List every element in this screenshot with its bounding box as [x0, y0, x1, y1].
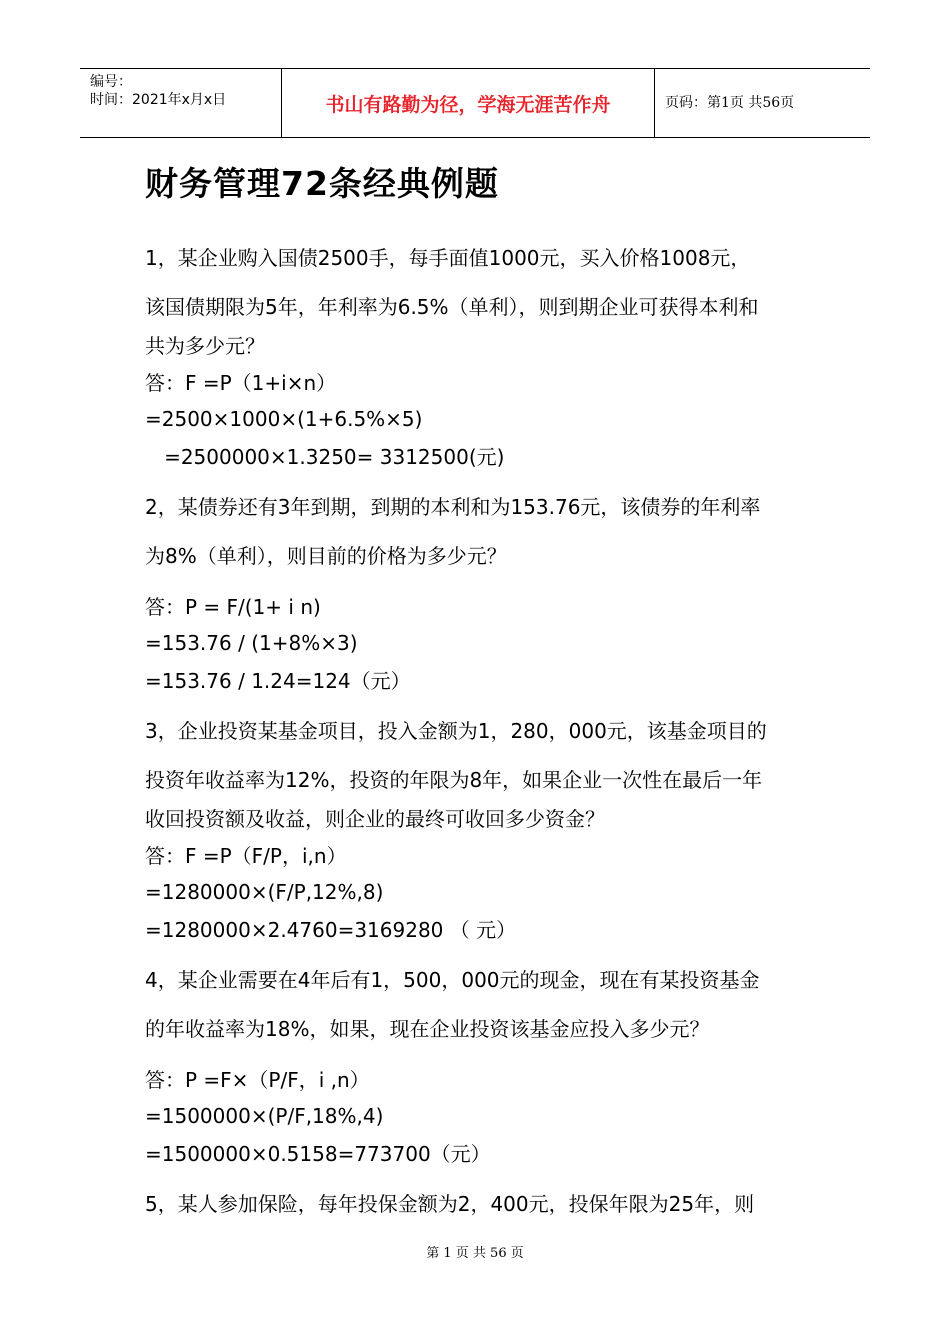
motto-text: 书山有路勤为径，学海无涯苦作舟: [325, 94, 611, 116]
text-line: =2500×1000×(1+6.5%×5): [145, 407, 423, 431]
text-line: =2500000×1.3250= 3312500(元): [145, 445, 505, 469]
text-line: 2，某债券还有3年到期，到期的本利和为153.76元，该债券的年利率: [145, 495, 761, 519]
text-line: 答：F =P（F/P，i,n）: [145, 844, 347, 868]
header-motto-cell: [282, 69, 655, 137]
text-line: 为8%（单利），则目前的价格为多少元？: [145, 544, 507, 568]
text-line: 4，某企业需要在4年后有1，500，000元的现金，现在有某投资基金: [145, 968, 760, 992]
text-line: 收回投资额及收益，则企业的最终可收回多少资金？: [145, 807, 605, 831]
text-line: =1500000×0.5158=773700（元）: [145, 1142, 491, 1166]
text-line: 的年收益率为18%，如果，现在企业投资该基金应投入多少元？: [145, 1017, 710, 1041]
text-line: 答：P = F/(1+ i n): [145, 595, 321, 619]
number-label: 编号：: [90, 74, 132, 90]
date-label: 时间：2021年x月x日: [90, 92, 227, 108]
text-line: =1500000×(P/F,18%,4): [145, 1104, 384, 1128]
text-line: 5，某人参加保险，每年投保金额为2，400元，投保年限为25年，则: [145, 1192, 755, 1216]
text-line: =1280000×2.4760=3169280 （ 元）: [145, 918, 517, 942]
text-line: =153.76 / 1.24=124（元）: [145, 669, 411, 693]
page-code: 页码：第1页 共56页: [665, 95, 795, 111]
document-title: 财务管理72条经典例题: [145, 164, 499, 203]
text-line: 答：P =F×（P/F，i ,n）: [145, 1068, 370, 1092]
text-line: =1280000×(F/P,12%,8): [145, 880, 384, 904]
text-line: 1，某企业购入国债2500手，每手面值1000元，买入价格1008元，: [145, 246, 751, 270]
text-line: =153.76 / (1+8%×3): [145, 631, 358, 655]
text-line: 3，企业投资某基金项目，投入金额为1，280，000元，该基金项目的: [145, 719, 767, 743]
text-line: 答：F =P（1+i×n）: [145, 371, 337, 395]
text-line: 该国债期限为5年，年利率为6.5%（单利），则到期企业可获得本利和: [145, 295, 759, 319]
header-info-cell: [80, 69, 282, 137]
text-line: 投资年收益率为12%，投资的年限为8年，如果企业一次性在最后一年: [145, 768, 763, 792]
header-page-cell: [655, 69, 870, 137]
text-line: 共为多少元？: [145, 334, 265, 358]
page-footer: 第 1 页 共 56 页: [426, 1246, 524, 1261]
document-header: [80, 68, 870, 138]
